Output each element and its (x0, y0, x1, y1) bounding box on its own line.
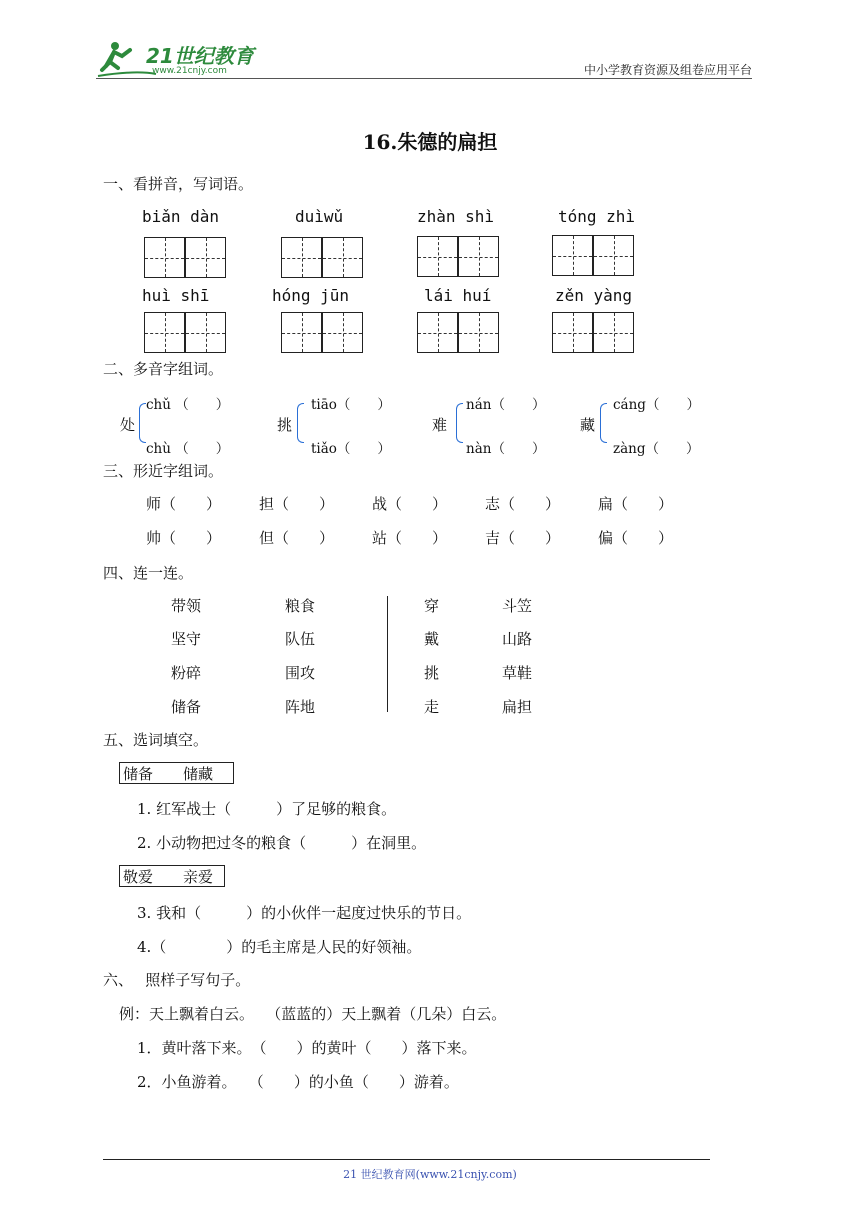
writing-grid-cell[interactable] (322, 312, 363, 353)
pinyin-label: zhàn shì (417, 207, 495, 226)
page-title: 16.朱德的扁担 (362, 130, 498, 154)
similar-char-item: 战（ ） (372, 495, 448, 513)
match-word-right[interactable]: 粮食 (285, 597, 316, 615)
logo-url: www.21cnjy.com (152, 66, 227, 76)
writing-grid-cell[interactable] (593, 312, 634, 353)
similar-char-item: 担（ ） (259, 495, 335, 513)
polyphone-reading: zàng（ ） (613, 441, 700, 457)
polyphone-reading: nán（ ） (466, 397, 546, 413)
section-1-heading: 一、看拼音，写词语。 (103, 175, 254, 193)
similar-char-item: 吉（ ） (485, 529, 561, 547)
writing-grid-cell[interactable] (185, 237, 226, 278)
rewrite-question: 1．黄叶落下来。 （ ）的黄叶（ ）落下来。 (137, 1039, 477, 1057)
polyphone-reading: tiāo（ ） (311, 397, 391, 413)
word-choice-box: 敬爱 亲爱 (119, 865, 225, 887)
brace-icon (456, 403, 463, 443)
polyphone-char: 难 (432, 416, 448, 434)
match-word-right[interactable]: 队伍 (285, 630, 316, 648)
section-6-heading: 六、 照样子写句子。 (103, 971, 251, 989)
match-word-left[interactable]: 穿 (424, 597, 440, 615)
section-2-heading: 二、多音字组词。 (103, 360, 224, 378)
writing-grid-cell[interactable] (281, 312, 322, 353)
match-word-right[interactable]: 扁担 (502, 698, 533, 716)
section-5-heading: 五、选词填空。 (103, 731, 209, 749)
polyphone-char: 藏 (580, 416, 596, 434)
similar-char-item: 站（ ） (372, 529, 448, 547)
brace-icon (600, 403, 607, 443)
pinyin-label: lái huí (424, 286, 492, 305)
polyphone-char: 挑 (277, 416, 293, 434)
writing-grid-cell[interactable] (593, 235, 634, 276)
writing-grid-cell[interactable] (144, 237, 185, 278)
example-sentence: 例：天上飘着白云。 （蓝蓝的）天上飘着（几朵）白云。 (119, 1005, 507, 1023)
match-word-right[interactable]: 斗笠 (502, 597, 533, 615)
rewrite-question: 2．小鱼游着。 （ ）的小鱼（ ）游着。 (137, 1073, 459, 1091)
fill-blank-question: 4.（ ）的毛主席是人民的好领袖。 (137, 938, 422, 956)
match-word-left[interactable]: 粉碎 (171, 664, 202, 682)
pinyin-label: hóng jūn (272, 286, 350, 305)
pinyin-label: biǎn dàn (142, 207, 220, 226)
similar-char-item: 但（ ） (259, 529, 335, 547)
match-word-right[interactable]: 山路 (502, 630, 533, 648)
match-word-left[interactable]: 走 (424, 698, 440, 716)
writing-grid-cell[interactable] (552, 235, 593, 276)
match-word-right[interactable]: 阵地 (285, 698, 316, 716)
polyphone-reading: nàn（ ） (466, 441, 546, 457)
pinyin-label: zěn yàng (555, 286, 633, 305)
writing-grid-cell[interactable] (281, 237, 322, 278)
match-word-left[interactable]: 储备 (171, 698, 202, 716)
pinyin-label: huì shī (142, 286, 210, 305)
writing-grid-cell[interactable] (458, 312, 499, 353)
match-word-left[interactable]: 挑 (424, 664, 440, 682)
match-word-left[interactable]: 戴 (424, 630, 440, 648)
fill-blank-question: 2. 小动物把过冬的粮食（ ）在洞里。 (137, 834, 427, 852)
polyphone-reading: chù （ ） (146, 441, 230, 457)
writing-grid-cell[interactable] (552, 312, 593, 353)
writing-grid-cell[interactable] (322, 237, 363, 278)
fill-blank-question: 1. 红军战士（ ）了足够的粮食。 (137, 800, 397, 818)
similar-char-item: 师（ ） (146, 495, 222, 513)
polyphone-reading: cáng（ ） (613, 397, 700, 413)
writing-grid-cell[interactable] (185, 312, 226, 353)
header-rule (96, 78, 752, 79)
footer-link[interactable]: 21 世纪教育网(www.21cnjy.com) (343, 1168, 517, 1181)
logo-text: 21世纪教育 (146, 44, 254, 68)
writing-grid-cell[interactable] (458, 236, 499, 277)
writing-grid-cell[interactable] (144, 312, 185, 353)
match-word-left[interactable]: 带领 (171, 597, 202, 615)
polyphone-char: 处 (120, 416, 136, 434)
brace-icon (139, 403, 146, 443)
match-word-right[interactable]: 围攻 (285, 664, 316, 682)
similar-char-item: 志（ ） (485, 495, 561, 513)
brace-icon (297, 403, 304, 443)
similar-char-item: 偏（ ） (598, 529, 674, 547)
footer-rule (103, 1159, 710, 1160)
similar-char-item: 扁（ ） (598, 495, 674, 513)
writing-grid-cell[interactable] (417, 236, 458, 277)
section-3-heading: 三、形近字组词。 (103, 462, 224, 480)
similar-char-item: 帅（ ） (146, 529, 222, 547)
polyphone-reading: chǔ （ ） (146, 397, 230, 413)
polyphone-reading: tiǎo（ ） (311, 441, 391, 457)
match-word-right[interactable]: 草鞋 (502, 664, 533, 682)
fill-blank-question: 3. 我和（ ）的小伙伴一起度过快乐的节日。 (137, 904, 472, 922)
pinyin-label: tóng zhì (558, 207, 636, 226)
column-divider (387, 596, 388, 712)
match-word-left[interactable]: 坚守 (171, 630, 202, 648)
writing-grid-cell[interactable] (417, 312, 458, 353)
section-4-heading: 四、连一连。 (103, 564, 194, 582)
header-tagline: 中小学教育资源及组卷应用平台 (583, 63, 752, 77)
word-choice-box: 储备 储藏 (119, 762, 234, 784)
pinyin-label: duìwǔ (295, 207, 344, 226)
